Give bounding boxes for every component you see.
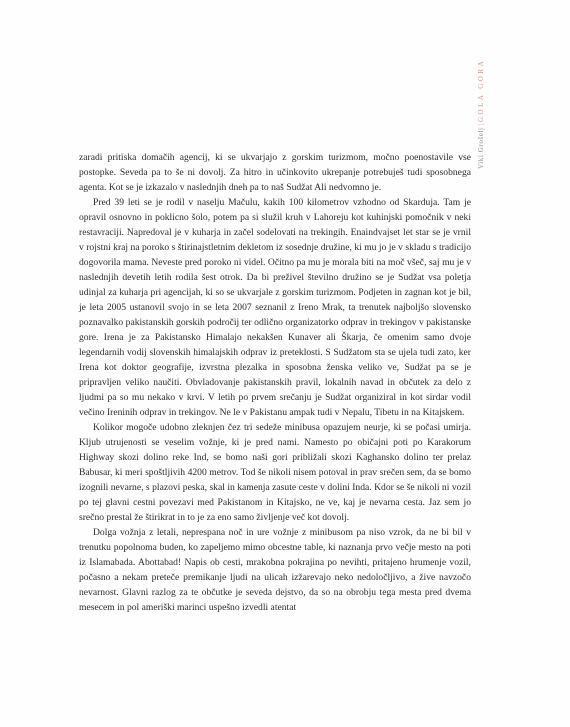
paragraph: zaradi pritiska domačih agencij, ki se ukvarjajo z gorskim turizmom, močno poenostavile vse postopke. Seveda pa to še ni dovolj. Za hitro in učinkovito ukrepanje potrebuješ tudi sposobnega agenta. Kot se je izkazalo v naslednjih dneh pa to naš Sudžat Ali nedvomno je. xyxy=(79,152,471,193)
paragraph: Pred 39 leti se je rodil v naselju Mačulu, kakih 100 kilometrov vzhodno od Skarduja. Tam je opravil osnovno in poklicno šolo, potem pa si služil kruh v Lahoreju kot kuhinjski pomočnik v neki restavraciji. Napredoval je v kuharja in začel sodelovati na trekingih. Enaindvajset let star se je vrnil v rojstni kraj na poroko s štirinajstletnim dekletom iz sosednje družine, ki mu jo je v skladu s tradicijo dogovorila mama. Neveste pred poroko ni videl. Očitno pa mu je morala biti na moč všeč, saj mu je v naslednjih devetih letih rodila šest otrok. Da bi preživel številno družino se je Sudžat vsa poletja udinjal za kuharja pri agencijah, ki so se ukvarjale z gorskim turizmom. Podjeten in zagnan kot je bil, je leta 2005 ustanovil svojo in se leta 2007 seznanil z Ireno Mrak, ta trenutek najboljšo slovensko poznavalko pakistanskih gorskih področij ter odlično organizatorko odprav in trekingov v pakistanske gore. Irena je za Pakistansko Himalajo nekakšen Kunaver ali Škarja, če omenim samo dvoje legendarnih vodij slovenskih himalajskih odprav iz preteklosti. S Sudžatom sta se ujela tudi zato, ker Irena kot doktor geografije, izvrstna plezalka in sposobna ženska veliko ve, Sudžat pa se je pripravljen veliko naučiti. Obvladovanje pakistanskih pravil, lokalnih navad in občutek za delo z ljudmi pa so mu nekako v krvi. V letih po prvem srečanju je Sudžat organiziral in kot sirdar vodil večino Ireninih odprav in trekingov. Ne le v Pakistanu ampak tudi v Nepalu, Tibetu in na Kitajskem. xyxy=(79,197,471,418)
running-head-title: GOLA GORA xyxy=(477,58,485,122)
running-head-separator: | xyxy=(477,123,485,126)
running-head-author: Viki Grošelj xyxy=(477,127,485,169)
running-head xyxy=(474,24,488,169)
body-text xyxy=(79,150,471,615)
paragraph: Kolikor mogoče udobno zleknjen čez tri sedeže minibusa opazujem neurje, ki se počasi umirja. Kljub utrujenosti se veselim vožnje, ki je pred nami. Namesto po običajni poti po Karakorum Highway skozi dolino reke Ind, se bomo naši gori približali skozi Kaghansko dolino ter prelaz Babusar, ki meri spoštljivih 4200 metrov. Tod še nikoli nisem potoval in prav srečen sem, da se bomo izognili nevarne, s plazovi peska, skal in kamenja zasute ceste v dolini Inda. Kdor se še nikoli ni vozil po tej glavni cestni povezavi med Pakistanom in Kitajsko, ne ve, kaj je nevarna cesta. Jaz sem jo srečno prestal že štirikrat in to je za eno samo življenje več kot dovolj. xyxy=(79,422,471,523)
paragraph: Dolga vožnja z letali, neprespana noč in ure vožnje z minibusom pa niso vzrok, da ne bi bil v trenutku popolnoma buden, ko zapeljemo mimo obcestne table, ki naznanja prvo večje mesto na poti iz Islamabada. Abottabad! Napis ob cesti, mrakobna pokrajina po nevihti, pritajeno hrumenje vozil, počasno a nekam preteče premikanje ljudi na ulicah izžarevajo neko nedoločljivo, a žive navzočo nevarnost. Glavni razlog za te občutke je seveda dejstvo, da so na obrobju tega mesta pred dvema mesecem in pol ameriški marinci uspešno izvedli atentat xyxy=(79,527,471,613)
